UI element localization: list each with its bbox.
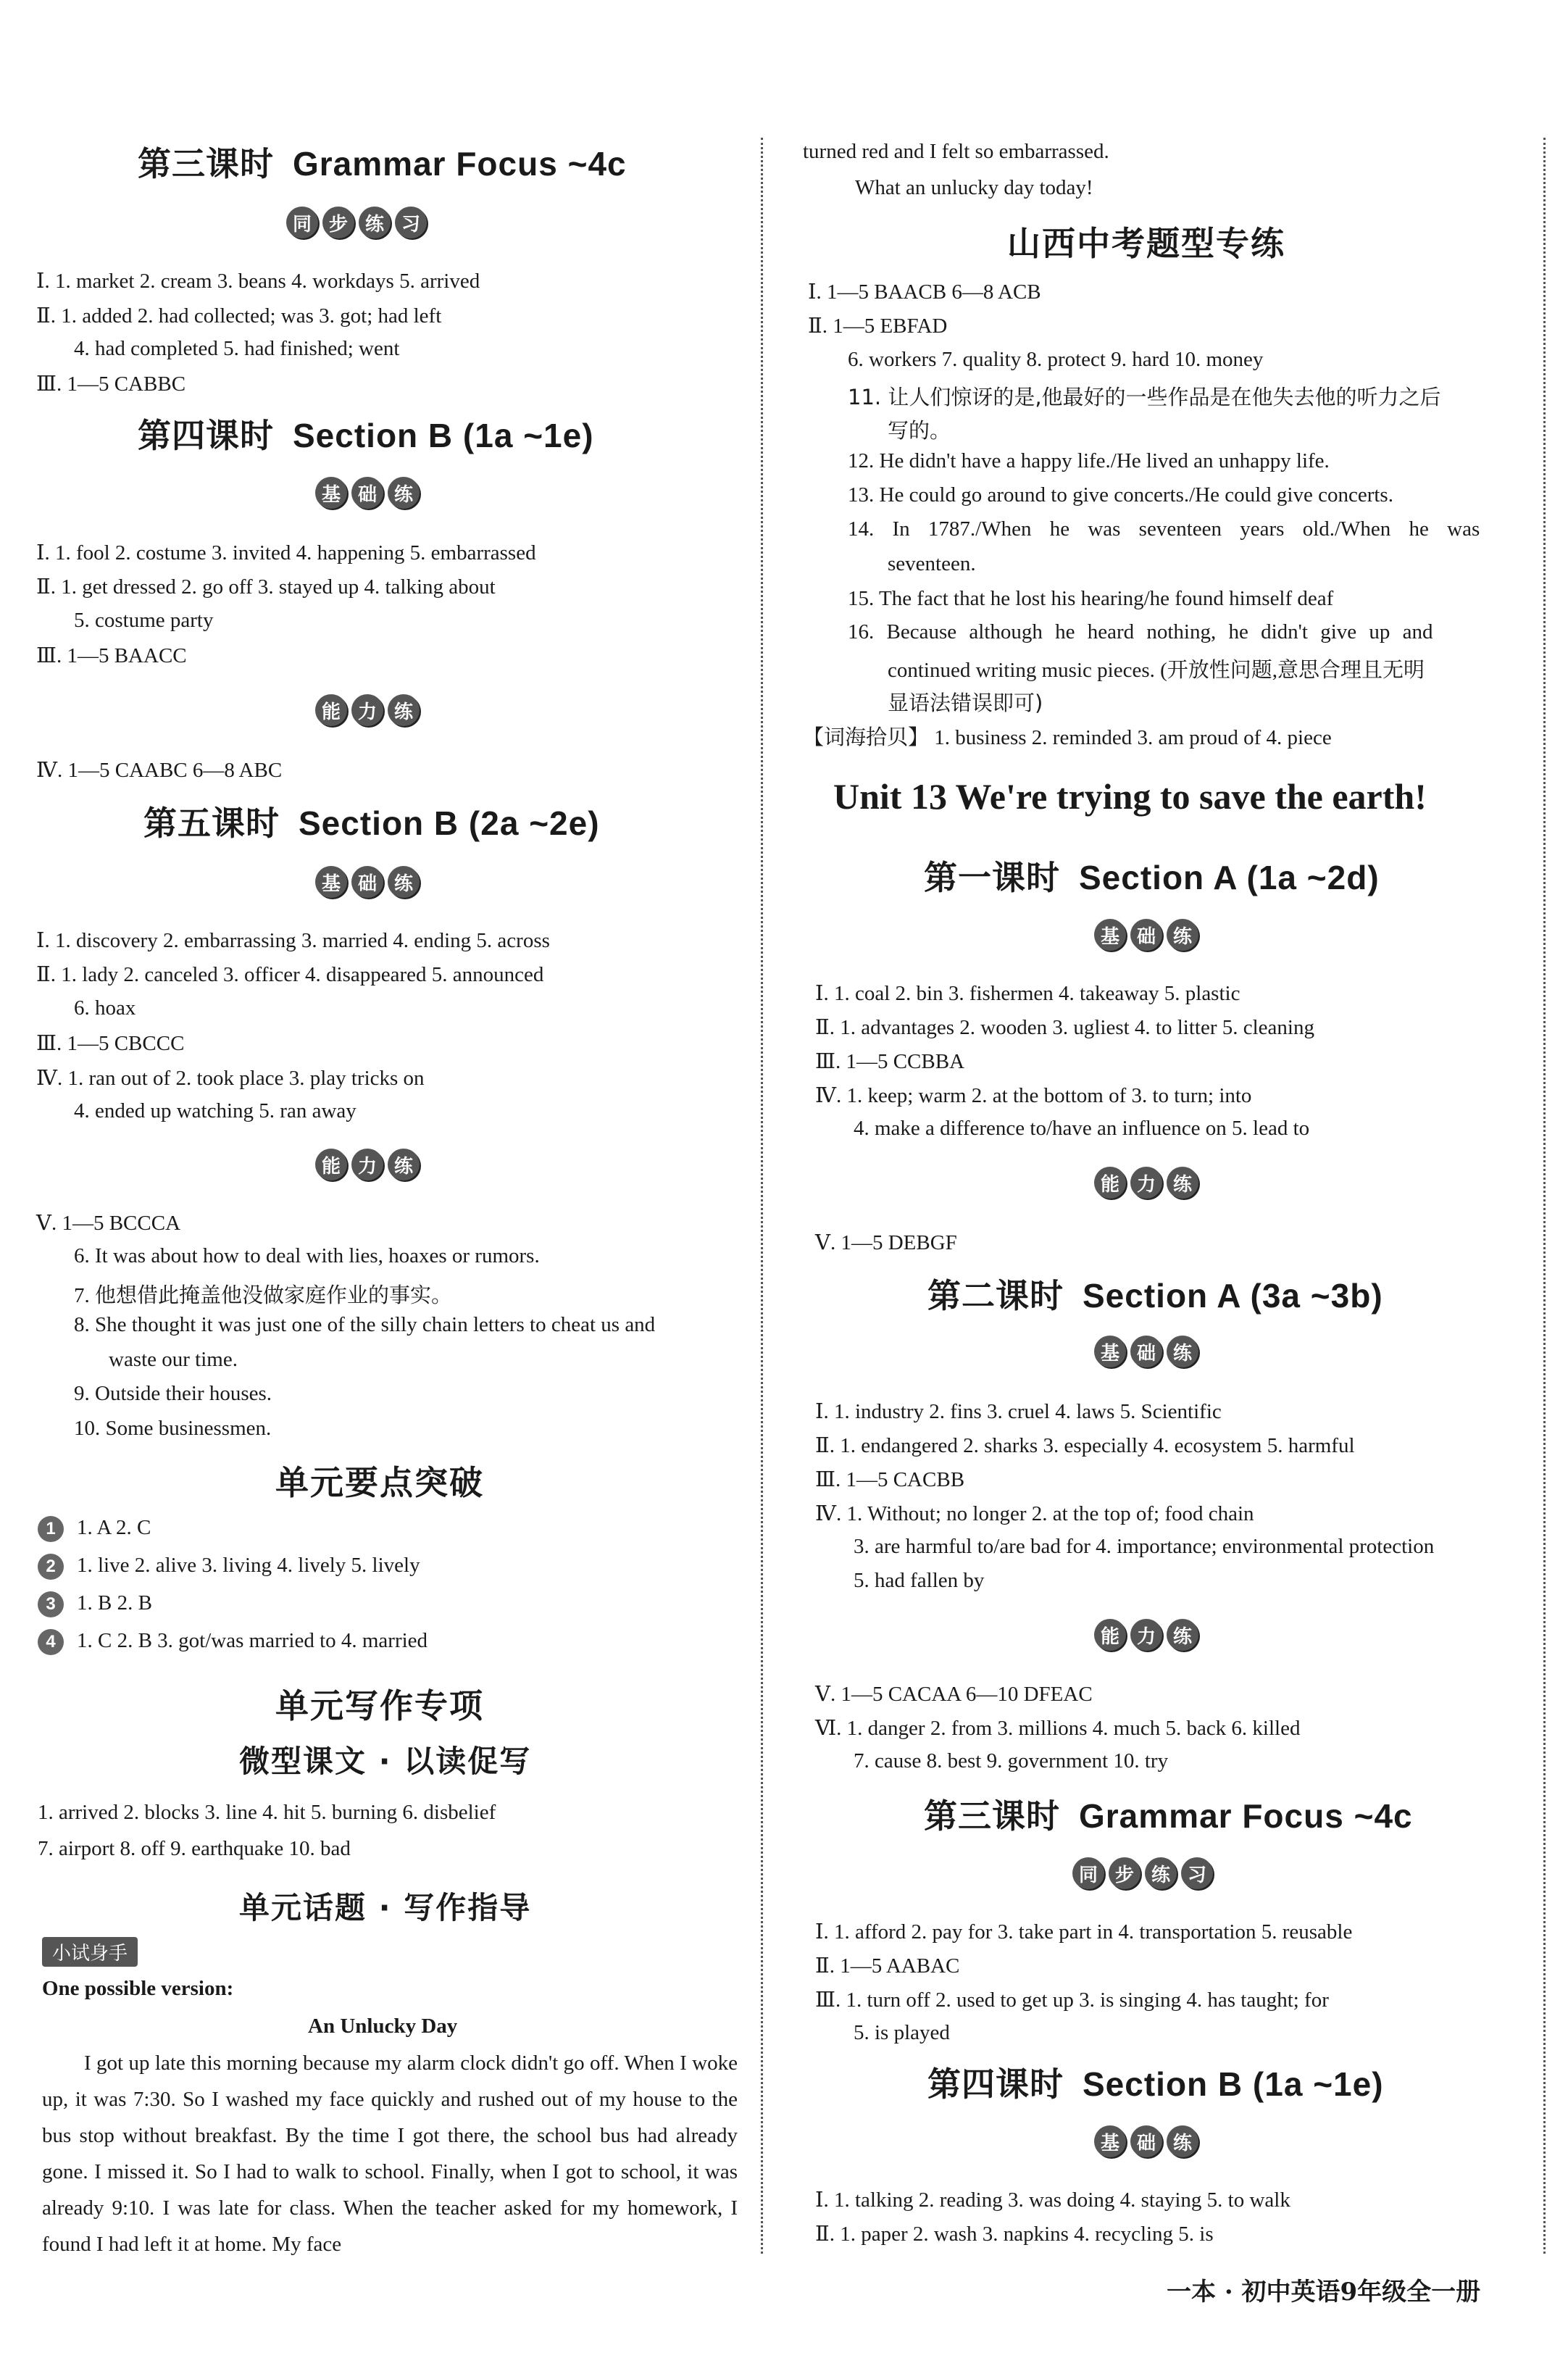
answer-line: Ⅱ. 1. advantages 2. wooden 3. ugliest 4. to litter 5. cleaning (815, 1016, 1314, 1039)
essay-title: An Unlucky Day (308, 2015, 458, 2038)
answer-line: 16. Because although he heard nothing, he didn't give up and (848, 620, 1433, 643)
answer-line: 12. He didn't have a happy life./He lived an unhappy life. (848, 449, 1330, 472)
answer-line: Ⅲ. 1—5 CCBBA (815, 1050, 965, 1073)
answer-line: 【词海拾贝】 1. business 2. reminded 3. am proud of 4. piece (803, 726, 1332, 749)
answer-line: Ⅲ. 1—5 CBCCC (36, 1032, 185, 1055)
answer-line: Ⅱ. 1. paper 2. wash 3. napkins 4. recycling 5. is (815, 2223, 1214, 2246)
answer-line: 6. workers 7. quality 8. protect 9. hard 10. money (848, 348, 1264, 371)
essay-continuation: What an unlucky day today! (855, 176, 1093, 199)
answer-line: 8. She thought it was just one of the silly chain letters to cheat us and (74, 1313, 656, 1336)
basic-practice-badge: 基 础 练 (1094, 2125, 1198, 2157)
key-point-row: 2 1. live 2. alive 3. living 4. lively 5. lively (38, 1554, 420, 1580)
lesson-heading: 第五课时 Section B (2a ~2e) (143, 804, 600, 843)
lesson-heading: 第四课时 Section B (1a ~1e) (927, 2065, 1384, 2104)
left-column (29, 0, 746, 2366)
ability-practice-badge: 能 力 练 (315, 694, 420, 726)
key-point-row: 1 1. A 2. C (38, 1516, 151, 1542)
key-point-row: 4 1. C 2. B 3. got/was married to 4. married (38, 1629, 428, 1655)
answer-line: 7. 他想借此掩盖他没做家庭作业的事实。 (74, 1284, 453, 1307)
answer-line: Ⅳ. 1. Without; no longer 2. at the top of; food chain (815, 1502, 1254, 1525)
basic-practice-badge: 基 础 练 (315, 477, 420, 509)
answer-line: 11. 让人们惊讶的是,他最好的一些作品是在他失去他的听力之后 (848, 385, 1441, 409)
answer-line: 1. arrived 2. blocks 3. line 4. hit 5. burning 6. disbelief (38, 1801, 496, 1824)
answer-line: Ⅳ. 1. ran out of 2. took place 3. play tricks on (36, 1067, 425, 1090)
version-label: One possible version: (42, 1977, 234, 2000)
answer-line: 7. airport 8. off 9. earthquake 10. bad (38, 1837, 351, 1860)
ability-practice-badge: 能 力 练 (1094, 1167, 1198, 1199)
lesson-heading: 第三课时 Grammar Focus ~4c (924, 1796, 1413, 1836)
answer-line: 4. had completed 5. had finished; went (74, 337, 400, 360)
answer-line: 3. are harmful to/are bad for 4. importance; environmental protection (854, 1535, 1435, 1558)
answer-line: 9. Outside their houses. (74, 1382, 272, 1405)
answer-line: 15. The fact that he lost his hearing/he found himself deaf (848, 587, 1334, 610)
right-edge-divider (1543, 138, 1546, 2254)
answer-line: 4. make a difference to/have an influence on 5. lead to (854, 1117, 1310, 1140)
key-point-row: 3 1. B 2. B (38, 1591, 152, 1617)
answer-line: Ⅰ. 1. afford 2. pay for 3. take part in 4. transportation 5. reusable (815, 1920, 1353, 1944)
answer-line: 5. is played (854, 2021, 950, 2044)
answer-line: 5. had fallen by (854, 1569, 985, 1592)
answer-line: Ⅳ. 1. keep; warm 2. at the bottom of 3. to turn; into (815, 1084, 1252, 1107)
answer-line: Ⅱ. 1. endangered 2. sharks 3. especially 4. ecosystem 5. harmful (815, 1434, 1355, 1457)
answer-line: Ⅰ. 1. discovery 2. embarrassing 3. married 4. ending 5. across (36, 929, 550, 952)
essay-body: I got up late this morning because my alarm clock didn't go off. When I woke up, it was 7:30. So I washed my face quickly and rushed out of my house to the bus stop without breakfast. By the time I got there, the school bus had already gone. I missed it. So I had to walk to school. Finally, when I got to school, it was already 9:10. I was late for class. When the teacher asked for my homework, I found I had left it at home. My face (42, 2051, 738, 2256)
answer-line: Ⅴ. 1—5 DEBGF (815, 1231, 957, 1254)
unit-title: Unit 13 We're trying to save the earth! (833, 776, 1427, 817)
answer-line: continued writing music pieces. (开放性问题,意思合理且无明 (888, 659, 1425, 682)
practice-badge: 同 步 练 习 (286, 207, 427, 238)
answer-line: Ⅰ. 1. industry 2. fins 3. cruel 4. laws 5. Scientific (815, 1400, 1222, 1423)
answer-line: Ⅳ. 1—5 CAABC 6—8 ABC (36, 759, 283, 782)
section-title: 单元要点突破 (275, 1463, 484, 1502)
answer-line: Ⅲ. 1—5 CACBB (815, 1468, 965, 1491)
answer-line: 写的。 (888, 418, 951, 443)
basic-practice-badge: 基 础 练 (315, 866, 420, 898)
answer-line: Ⅱ. 1—5 AABAC (815, 1954, 960, 1978)
lesson-heading: 第二课时 Section A (3a ~3b) (927, 1276, 1383, 1315)
ability-practice-badge: 能 力 练 (1094, 1619, 1198, 1651)
lesson-number: 第三课时 (138, 144, 274, 183)
practice-badge: 同 步 练 习 (1072, 1857, 1213, 1889)
lesson-heading: 第四课时 Section B (1a ~1e) (138, 416, 594, 455)
answer-line: Ⅴ. 1—5 BCCCA (36, 1212, 181, 1235)
answer-line: Ⅱ. 1. get dressed 2. go off 3. stayed up 4. talking about (36, 575, 496, 599)
answer-line: Ⅱ. 1—5 EBFAD (808, 315, 948, 338)
answer-line: 10. Some businessmen. (74, 1417, 272, 1440)
answer-line: 7. cause 8. best 9. government 10. try (854, 1749, 1169, 1773)
lesson-heading: 第一课时 Section A (1a ~2d) (924, 858, 1380, 897)
answer-line: Ⅴ. 1—5 CACAA 6—10 DFEAC (815, 1683, 1093, 1706)
answer-line: seventeen. (888, 552, 976, 575)
lesson-topic: Grammar Focus ~4c (293, 145, 627, 183)
answer-line: Ⅰ. 1. coal 2. bin 3. fishermen 4. takeaway 5. plastic (815, 982, 1240, 1005)
try-it-tag: 小试身手 (42, 1937, 138, 1967)
answer-line: waste our time. (109, 1348, 238, 1371)
answer-line: 6. It was about how to deal with lies, hoaxes or rumors. (74, 1244, 540, 1267)
answer-line: 5. costume party (74, 609, 214, 632)
answer-line: 13. He could go around to give concerts./He could give concerts. (848, 483, 1393, 507)
essay-continuation: turned red and I felt so embarrassed. (803, 140, 1109, 163)
answer-line: Ⅱ. 1. added 2. had collected; was 3. got; had left (36, 304, 442, 328)
basic-practice-badge: 基 础 练 (1094, 1336, 1198, 1367)
answer-line: 4. ended up watching 5. ran away (74, 1099, 356, 1122)
answer-line: Ⅲ. 1—5 CABBC (36, 372, 186, 396)
subsection-title: 单元话题 · 写作指导 (239, 1890, 532, 1925)
section-title: 山西中考题型专练 (1007, 224, 1285, 263)
section-title: 单元写作专项 (275, 1686, 484, 1725)
answer-line: Ⅰ. 1. fool 2. costume 3. invited 4. happening 5. embarrassed (36, 541, 536, 565)
column-divider (761, 138, 763, 2254)
basic-practice-badge: 基 础 练 (1094, 919, 1198, 951)
answer-line: Ⅱ. 1. lady 2. canceled 3. officer 4. disappeared 5. announced (36, 963, 544, 986)
lesson-heading (138, 138, 627, 186)
answer-line: 6. hoax (74, 996, 136, 1020)
ability-practice-badge: 能 力 练 (315, 1149, 420, 1180)
right-column (775, 0, 1543, 2366)
answer-line: Ⅵ. 1. danger 2. from 3. millions 4. much 5. back 6. killed (815, 1717, 1301, 1740)
answer-line: 显语法错误即可) (888, 691, 1043, 715)
answer-line: 14. In 1787./When he was seventeen years old./When he was (848, 517, 1480, 541)
page-footer: 一本 · 初中英语9年级全一册 (1167, 2278, 1481, 2307)
subsection-title: 微型课文 · 以读促写 (239, 1744, 532, 1779)
answer-line: Ⅲ. 1—5 BAACC (36, 644, 187, 667)
answer-line: Ⅰ. 1. talking 2. reading 3. was doing 4. staying 5. to walk (815, 2188, 1290, 2212)
answer-line: Ⅰ. 1—5 BAACB 6—8 ACB (808, 280, 1041, 304)
answer-line: Ⅲ. 1. turn off 2. used to get up 3. is singing 4. has taught; for (815, 1988, 1329, 2012)
answer-line: Ⅰ. 1. market 2. cream 3. beans 4. workdays 5. arrived (36, 270, 480, 293)
